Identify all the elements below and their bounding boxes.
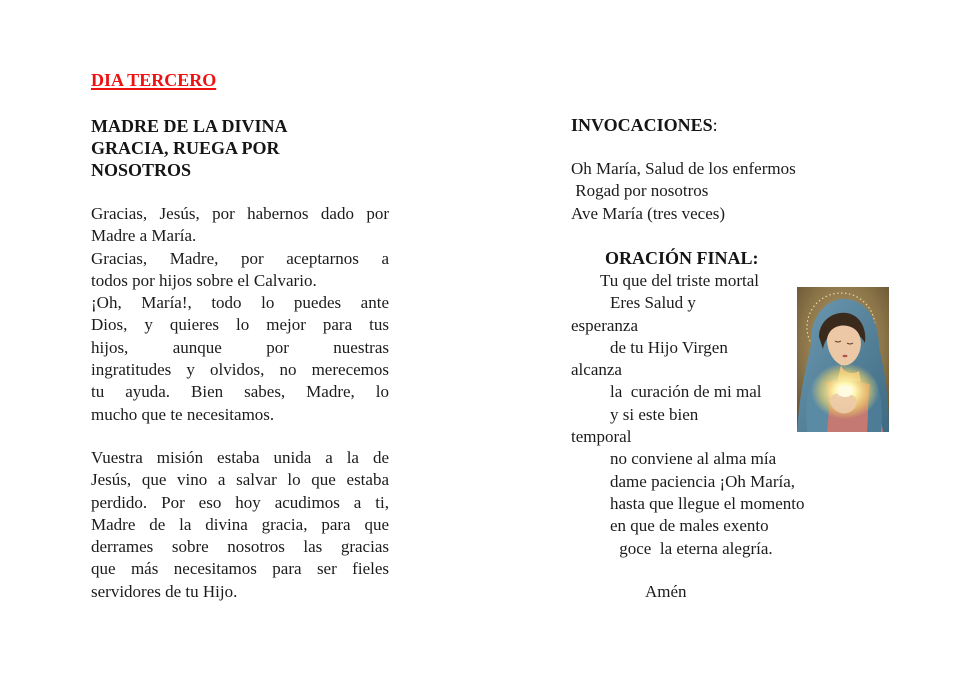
paragraph-line: perdido. Por eso hoy acudimos a ti,	[91, 492, 389, 512]
invocation-line: Rogad por nosotros	[571, 181, 709, 201]
poem-line: esperanza	[571, 315, 639, 335]
invocation-line: Ave María (tres veces)	[571, 203, 726, 223]
paragraph-line: Jesús, que vino a salvar lo que estaba	[91, 470, 389, 490]
paragraph-line: servidores de tu Hijo.	[91, 581, 238, 601]
paragraph-line: mucho que te necesitamos.	[91, 404, 275, 424]
paragraph-line: derrames sobre nosotros las gracias	[91, 537, 389, 557]
amen-text: Amén	[645, 582, 687, 601]
virgin-mary-image	[797, 287, 889, 432]
poem-line: y si este bien	[610, 404, 699, 424]
poem-line: de tu Hijo Virgen	[610, 337, 728, 357]
invocations-title-text: INVOCACIONES	[571, 115, 713, 135]
invocation-line: Oh María, Salud de los enfermos	[571, 159, 796, 178]
heading-line: MADRE DE LA DIVINA	[91, 116, 288, 136]
paragraph-line: hijos, aunque por nuestras	[91, 337, 389, 357]
invocations-title	[571, 114, 718, 136]
paragraph-line: ingratitudes y olvidos, no merecemos	[91, 360, 389, 380]
paragraph-line: Gracias, Jesús, por habernos dado por	[91, 204, 389, 223]
poem-line: en que de males exento	[610, 516, 769, 536]
poem-line: Eres Salud y	[610, 293, 696, 313]
paragraph-thanksgiving	[91, 203, 389, 426]
paragraph-line: ¡Oh, María!, todo lo puedes ante	[91, 293, 389, 313]
paragraph-line: Dios, y quieres lo mejor para tus	[91, 315, 389, 335]
day-title: DIA TERCERO	[91, 70, 217, 90]
paragraph-line: Madre de la divina gracia, para que	[91, 514, 389, 534]
poem-line: hasta que llegue el momento	[610, 493, 805, 513]
poem-line: la curación de mi mal	[610, 382, 762, 402]
invocations-list	[571, 158, 796, 225]
paragraph-line: tu ayuda. Bien sabes, Madre, lo	[91, 382, 389, 402]
poem-line: dame paciencia ¡Oh María,	[610, 471, 796, 491]
poem-line: Tu que del triste mortal	[600, 271, 759, 290]
paragraph-line: Gracias, Madre, por aceptarnos a	[91, 248, 389, 268]
paragraph-line: todos por hijos sobre el Calvario.	[91, 270, 317, 290]
prayer-heading	[91, 115, 288, 181]
poem-line: alcanza	[571, 360, 622, 380]
poem-line: goce la eterna alegría.	[615, 538, 773, 558]
poem-line: no conviene al alma mía	[610, 449, 777, 469]
virgin-mary-sacred-heart-icon	[797, 287, 889, 432]
heading-line: NOSOTROS	[91, 160, 192, 180]
paragraph-line: que más necesitamos para ser fieles	[91, 559, 389, 579]
heading-line: GRACIA, RUEGA POR	[91, 138, 280, 158]
paragraph-line: Madre a María.	[91, 226, 197, 246]
paragraph-mission	[91, 447, 389, 603]
final-prayer-title: ORACIÓN FINAL:	[605, 248, 759, 268]
paragraph-line: Vuestra misión estaba unida a la de	[91, 448, 389, 467]
final-prayer-poem	[571, 270, 805, 560]
poem-line: temporal	[571, 427, 632, 447]
invocations-colon: :	[712, 115, 718, 135]
